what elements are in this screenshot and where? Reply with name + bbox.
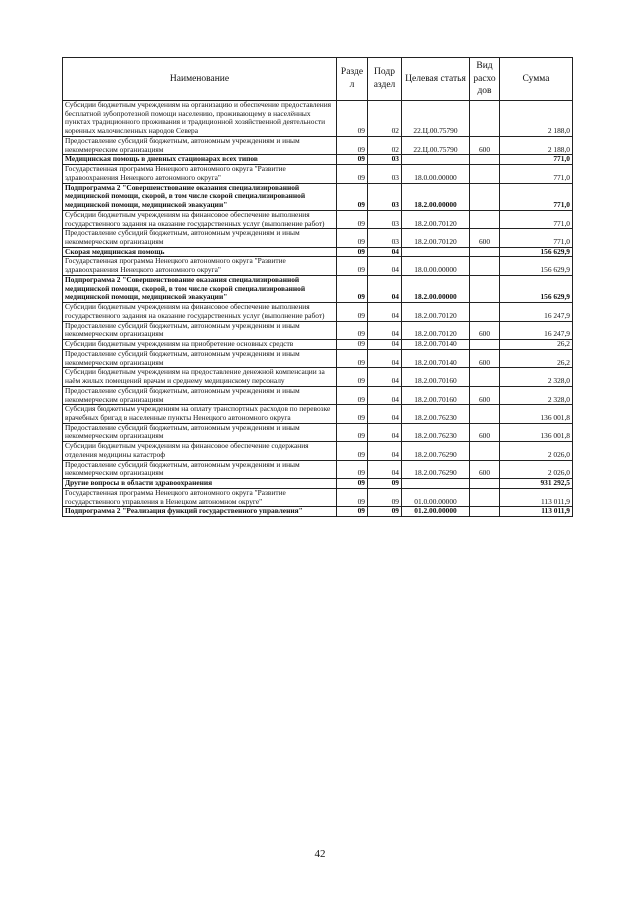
row-section: 09 <box>337 183 368 210</box>
row-expense-type <box>470 507 500 517</box>
row-target: 22.Ц.00.75790 <box>402 136 470 154</box>
row-expense-type <box>470 340 500 350</box>
row-subsection: 04 <box>368 340 402 350</box>
row-target: 18.2.00.00000 <box>402 275 470 302</box>
row-subsection: 04 <box>368 442 402 460</box>
row-subsection: 03 <box>368 165 402 183</box>
row-section: 09 <box>337 423 368 441</box>
row-section: 09 <box>337 257 368 275</box>
row-section: 09 <box>337 229 368 247</box>
row-target: 18.2.00.70120 <box>402 321 470 339</box>
row-amount: 771,0 <box>500 165 573 183</box>
table-row <box>63 101 573 137</box>
row-amount: 771,0 <box>500 229 573 247</box>
row-expense-type <box>470 183 500 210</box>
row-name: Субсидии бюджетным учреждениям на приобретение основных средств <box>63 340 337 350</box>
row-amount: 931 292,5 <box>500 479 573 489</box>
table-row <box>63 229 573 247</box>
row-section: 09 <box>337 247 368 257</box>
row-name: Скорая медицинская помощь <box>63 247 337 257</box>
row-section: 09 <box>337 460 368 478</box>
row-expense-type <box>470 275 500 302</box>
row-target: 18.2.00.70120 <box>402 229 470 247</box>
row-name: Предоставление субсидий бюджетным, автономным учреждениям и иным некоммерческим организациям <box>63 460 337 478</box>
row-subsection: 04 <box>368 303 402 321</box>
row-name: Другие вопросы в области здравоохранения <box>63 479 337 489</box>
row-expense-type <box>470 479 500 489</box>
table-row <box>63 340 573 350</box>
row-subsection: 04 <box>368 423 402 441</box>
header-row <box>63 58 573 101</box>
row-target: 18.2.00.70140 <box>402 349 470 367</box>
row-name: Предоставление субсидий бюджетным, автономным учреждениям и иным некоммерческим организациям <box>63 423 337 441</box>
row-amount: 113 011,9 <box>500 507 573 517</box>
row-amount: 26,2 <box>500 340 573 350</box>
budget-table <box>62 57 573 517</box>
header-amount: Сумма <box>500 58 573 101</box>
row-subsection: 03 <box>368 183 402 210</box>
row-target: 01.0.00.00000 <box>402 488 470 506</box>
row-expense-type <box>470 165 500 183</box>
row-name: Субсидии бюджетным учреждениям на финансовое обеспечение содержания отделения медицины катастроф <box>63 442 337 460</box>
row-name: Государственная программа Ненецкого автономного округа "Развитие здравоохранения Ненецкого автономного округа" <box>63 165 337 183</box>
table-row <box>63 136 573 154</box>
row-subsection: 04 <box>368 368 402 386</box>
table-row <box>63 368 573 386</box>
row-name: Предоставление субсидий бюджетным, автономным учреждениям и иным некоммерческим организациям <box>63 136 337 154</box>
row-subsection: 09 <box>368 488 402 506</box>
table-row <box>63 257 573 275</box>
row-section: 09 <box>337 442 368 460</box>
header-expense-type: Вид расхо дов <box>470 58 500 101</box>
row-amount: 2 188,0 <box>500 136 573 154</box>
row-amount: 26,2 <box>500 349 573 367</box>
row-target: 18.2.00.76230 <box>402 405 470 423</box>
row-target: 18.2.00.70160 <box>402 386 470 404</box>
row-name: Предоставление субсидий бюджетным, автономным учреждениям и иным некоммерческим организациям <box>63 321 337 339</box>
row-target <box>402 479 470 489</box>
row-target: 18.2.00.70120 <box>402 303 470 321</box>
row-amount: 2 026,0 <box>500 442 573 460</box>
table-row <box>63 386 573 404</box>
row-target: 18.2.00.70120 <box>402 210 470 228</box>
row-target: 18.2.00.76290 <box>402 442 470 460</box>
row-name: Медицинская помощь в дневных стационарах всех типов <box>63 155 337 165</box>
row-target: 18.0.00.00000 <box>402 165 470 183</box>
row-amount: 156 629,9 <box>500 247 573 257</box>
row-section: 09 <box>337 488 368 506</box>
row-section: 09 <box>337 303 368 321</box>
row-section: 09 <box>337 405 368 423</box>
row-section: 09 <box>337 368 368 386</box>
row-name: Субсидии бюджетным учреждениям на предоставление денежной компенсации за наём жилых помещений врачам и среднему медицинскому персоналу <box>63 368 337 386</box>
row-section: 09 <box>337 386 368 404</box>
row-amount: 771,0 <box>500 155 573 165</box>
table-row <box>63 507 573 517</box>
table-row <box>63 321 573 339</box>
row-name: Субсидии бюджетным учреждениям на организацию и обеспечение предоставления бесплатной зубопротезной помощи населению, проживающему в населённых пунктах традиционного проживания и традиционной хозяйственной деятельности коренных малочисленных народов Севера <box>63 101 337 137</box>
row-amount: 156 629,9 <box>500 275 573 302</box>
row-target: 18.2.00.00000 <box>402 183 470 210</box>
row-amount: 156 629,9 <box>500 257 573 275</box>
row-subsection: 03 <box>368 210 402 228</box>
row-target: 18.2.00.70140 <box>402 340 470 350</box>
row-target: 18.0.00.00000 <box>402 257 470 275</box>
row-name: Предоставление субсидий бюджетным, автономным учреждениям и иным некоммерческим организациям <box>63 349 337 367</box>
row-subsection: 04 <box>368 460 402 478</box>
row-subsection: 09 <box>368 507 402 517</box>
header-name: Наименование <box>63 58 337 101</box>
row-expense-type <box>470 101 500 137</box>
row-amount: 113 011,9 <box>500 488 573 506</box>
row-subsection: 04 <box>368 386 402 404</box>
table-row <box>63 210 573 228</box>
row-expense-type <box>470 442 500 460</box>
row-target: 22.Ц.00.75790 <box>402 101 470 137</box>
row-name: Подпрограмма 2 "Совершенствование оказания специализированной медицинской помощи, скорой, в том числе скорой специализированной медицинской помощи, медицинской эвакуации" <box>63 183 337 210</box>
table-row <box>63 488 573 506</box>
row-amount: 16 247,9 <box>500 321 573 339</box>
table-body <box>63 101 573 517</box>
row-expense-type <box>470 405 500 423</box>
row-expense-type: 600 <box>470 349 500 367</box>
page-number: 42 <box>314 848 326 860</box>
row-expense-type: 600 <box>470 136 500 154</box>
row-target <box>402 155 470 165</box>
row-expense-type: 600 <box>470 321 500 339</box>
row-target <box>402 247 470 257</box>
row-expense-type <box>470 303 500 321</box>
row-target: 18.2.00.76230 <box>402 423 470 441</box>
row-expense-type <box>470 488 500 506</box>
table-row <box>63 165 573 183</box>
row-section: 09 <box>337 479 368 489</box>
row-target: 18.2.00.70160 <box>402 368 470 386</box>
row-subsection: 04 <box>368 275 402 302</box>
row-section: 09 <box>337 210 368 228</box>
row-expense-type: 600 <box>470 423 500 441</box>
header-section: Разде л <box>337 58 368 101</box>
row-subsection: 03 <box>368 155 402 165</box>
row-name: Субсидия бюджетным учреждениям на оплату транспортных расходов по перевозке врачебных бригад в населенные пункты Ненецкого автономного округа <box>63 405 337 423</box>
row-amount: 2 026,0 <box>500 460 573 478</box>
row-name: Субсидии бюджетным учреждениям на финансовое обеспечение выполнения государственного задания на оказание государственных услуг (выполнение работ) <box>63 210 337 228</box>
row-expense-type <box>470 368 500 386</box>
table-row <box>63 442 573 460</box>
table-row <box>63 183 573 210</box>
row-section: 09 <box>337 101 368 137</box>
table-row <box>63 460 573 478</box>
table-row <box>63 275 573 302</box>
row-section: 09 <box>337 136 368 154</box>
row-expense-type <box>470 155 500 165</box>
row-subsection: 02 <box>368 101 402 137</box>
row-section: 09 <box>337 321 368 339</box>
header-target: Целевая статья <box>402 58 470 101</box>
row-target: 18.2.00.76290 <box>402 460 470 478</box>
row-amount: 16 247,9 <box>500 303 573 321</box>
row-name: Предоставление субсидий бюджетным, автономным учреждениям и иным некоммерческим организациям <box>63 229 337 247</box>
row-name: Подпрограмма 2 "Совершенствование оказания специализированной медицинской помощи, скорой, в том числе скорой специализированной медицинской помощи, медицинской эвакуации" <box>63 275 337 302</box>
row-section: 09 <box>337 155 368 165</box>
row-subsection: 04 <box>368 405 402 423</box>
row-expense-type: 600 <box>470 386 500 404</box>
row-subsection: 03 <box>368 229 402 247</box>
row-name: Государственная программа Ненецкого автономного округа "Развитие здравоохранения Ненецкого автономного округа" <box>63 257 337 275</box>
row-subsection: 04 <box>368 257 402 275</box>
row-expense-type <box>470 210 500 228</box>
row-subsection: 02 <box>368 136 402 154</box>
row-expense-type <box>470 257 500 275</box>
row-name: Субсидии бюджетным учреждениям на финансовое обеспечение выполнения государственного задания на оказание государственных услуг (выполнение работ) <box>63 303 337 321</box>
row-expense-type: 600 <box>470 460 500 478</box>
table-row <box>63 349 573 367</box>
row-amount: 136 001,8 <box>500 405 573 423</box>
table-row <box>63 303 573 321</box>
row-amount: 2 328,0 <box>500 368 573 386</box>
row-expense-type <box>470 247 500 257</box>
row-subsection: 04 <box>368 247 402 257</box>
row-subsection: 04 <box>368 349 402 367</box>
row-name: Подпрограмма 2 "Реализация функций государственного управления" <box>63 507 337 517</box>
row-name: Предоставление субсидий бюджетным, автономным учреждениям и иным некоммерческим организациям <box>63 386 337 404</box>
row-section: 09 <box>337 349 368 367</box>
row-amount: 771,0 <box>500 183 573 210</box>
row-section: 09 <box>337 340 368 350</box>
table-row <box>63 405 573 423</box>
row-amount: 2 188,0 <box>500 101 573 137</box>
row-target: 01.2.00.00000 <box>402 507 470 517</box>
table-row <box>63 479 573 489</box>
row-expense-type: 600 <box>470 229 500 247</box>
row-amount: 136 001,8 <box>500 423 573 441</box>
row-subsection: 09 <box>368 479 402 489</box>
row-subsection: 04 <box>368 321 402 339</box>
row-section: 09 <box>337 507 368 517</box>
table-row <box>63 423 573 441</box>
row-amount: 2 328,0 <box>500 386 573 404</box>
row-section: 09 <box>337 275 368 302</box>
row-amount: 771,0 <box>500 210 573 228</box>
row-name: Государственная программа Ненецкого автономного округа "Развитие государственного управления в Ненецком автономном округе" <box>63 488 337 506</box>
header-subsection: Подр аздел <box>368 58 402 101</box>
row-section: 09 <box>337 165 368 183</box>
